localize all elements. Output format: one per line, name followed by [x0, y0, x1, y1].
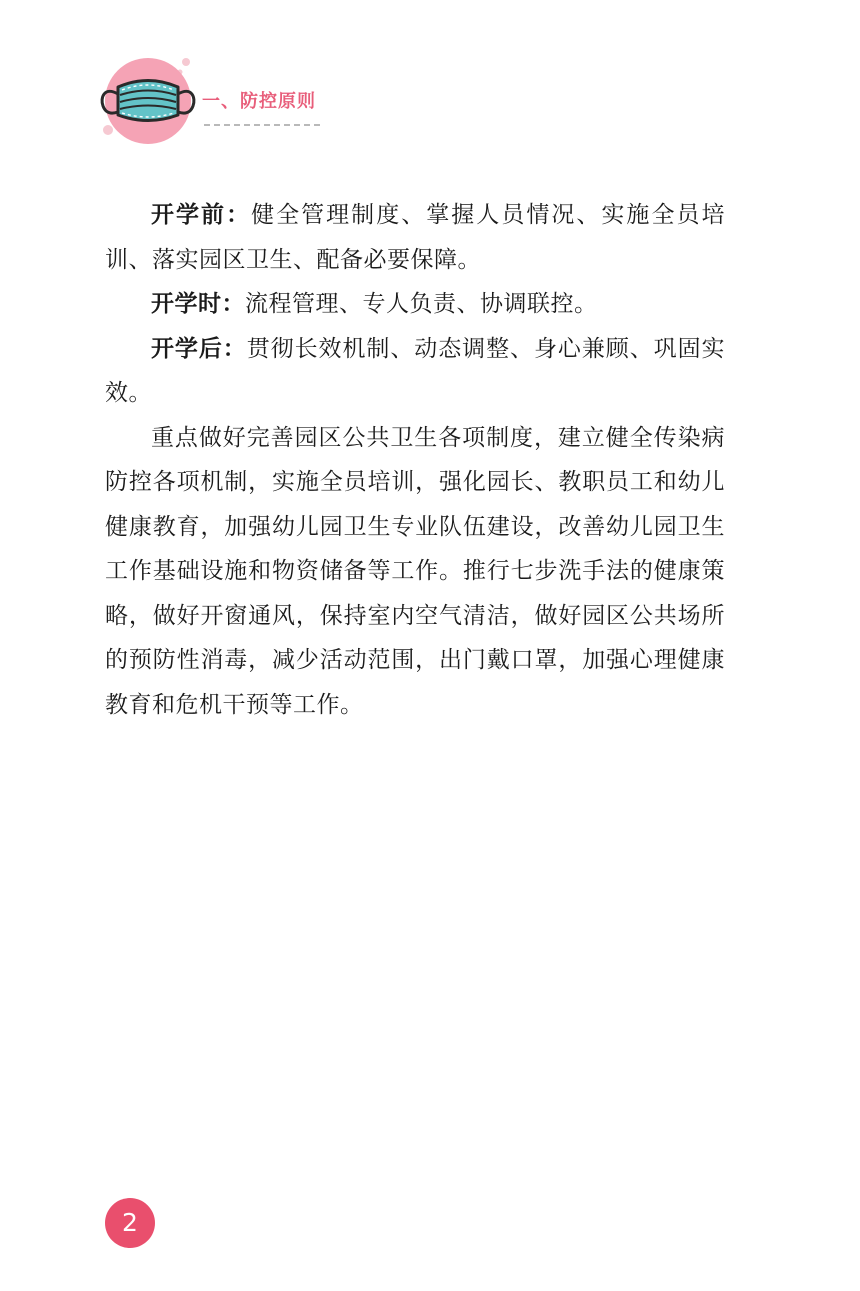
paragraph-after-school — [105, 327, 725, 416]
paragraph-before-school — [105, 193, 725, 282]
lead-label: 开学时： — [151, 291, 245, 317]
lead-label: 开学前： — [151, 202, 252, 228]
paragraph-text: 重点做好完善园区公共卫生各项制度，建立健全传染病防控各项机制，实施全员培训，强化园长、教职员工和幼儿健康教育，加强幼儿园卫生专业队伍建设，改善幼儿园卫生工作基础设施和物资储备等工作。推行七步洗手法的健康策略，做好开窗通风，保持室内空气清洁，做好园区公共场所的预防性消毒，减少活动范围，出门戴口罩，加强心理健康教育和危机干预等工作。 — [105, 424, 725, 718]
title-underline — [204, 124, 320, 126]
paragraph-text: 健全管理制度、掌握人员情况、实施全员培训、落实园区卫生、配备必要保障。 — [105, 202, 726, 273]
paragraph-key-tasks — [105, 416, 725, 728]
page-number-badge: 2 — [105, 1198, 155, 1248]
paragraph-text: 流程管理、专人负责、协调联控。 — [245, 291, 598, 317]
section-title: 一、防控原则 — [202, 91, 316, 112]
face-mask-icon — [98, 52, 198, 147]
lead-label: 开学后： — [151, 335, 247, 362]
paragraph-text: 贯彻长效机制、动态调整、身心兼顾、巩固实效。 — [105, 335, 726, 406]
section-header — [98, 52, 338, 147]
body-text — [105, 193, 725, 727]
paragraph-school-opening — [105, 282, 725, 327]
